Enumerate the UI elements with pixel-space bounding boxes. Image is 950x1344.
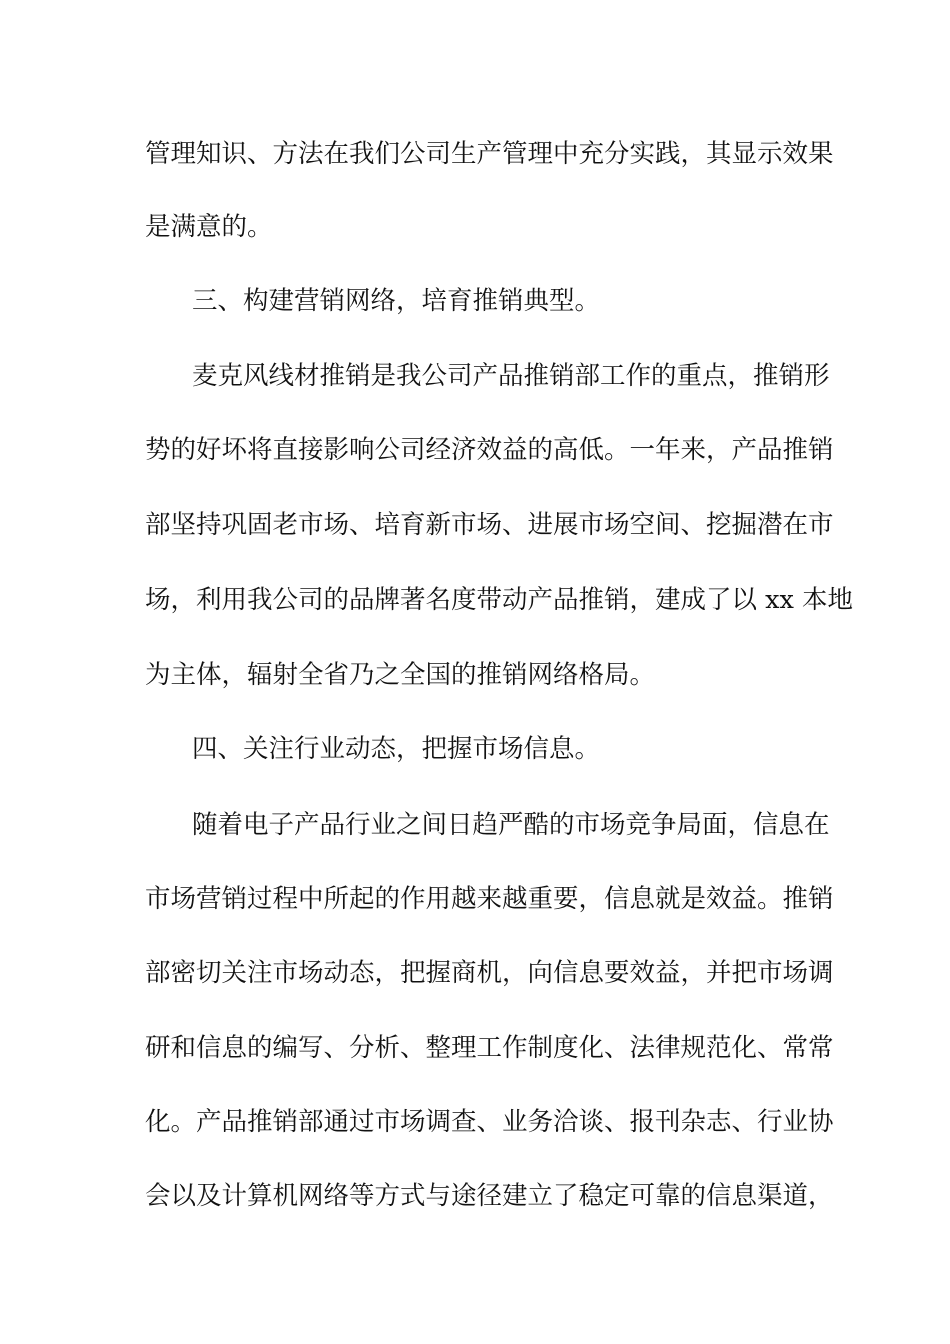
section-heading: 四、关注行业动态，把握市场信息。 <box>192 734 601 764</box>
body-text-line: 是满意的。 <box>145 212 273 242</box>
body-text-line: 研和信息的编写、分析、整理工作制度化、法律规范化、常常 <box>145 1033 834 1063</box>
body-text-line: 化。产品推销部通过市场调查、业务洽谈、报刊杂志、行业协 <box>145 1107 834 1137</box>
body-text-line: 管理知识、方法在我们公司生产管理中充分实践，其显示效果 <box>145 139 834 169</box>
body-text-line: 会以及计算机网络等方式与途径建立了稳定可靠的信息渠道， <box>145 1181 834 1211</box>
body-text-line: 市场营销过程中所起的作用越来越重要，信息就是效益。推销 <box>145 884 834 914</box>
body-text-line: 场，利用我公司的品牌著名度带动产品推销，建成了以 xx 本地 <box>145 585 853 615</box>
body-text-line: 为主体，辐射全省乃之全国的推销网络格局。 <box>145 660 656 690</box>
body-text-line: 麦克风线材推销是我公司产品推销部工作的重点，推销形 <box>192 361 830 391</box>
section-heading: 三、构建营销网络，培育推销典型。 <box>192 286 601 316</box>
body-text-line: 部密切关注市场动态，把握商机，向信息要效益，并把市场调 <box>145 958 834 988</box>
body-text-line: 势的好坏将直接影响公司经济效益的高低。一年来，产品推销 <box>145 435 834 465</box>
body-text-line: 随着电子产品行业之间日趋严酷的市场竞争局面，信息在 <box>192 810 830 840</box>
body-text-line: 部坚持巩固老市场、培育新市场、进展市场空间、挖掘潜在市 <box>145 510 834 540</box>
